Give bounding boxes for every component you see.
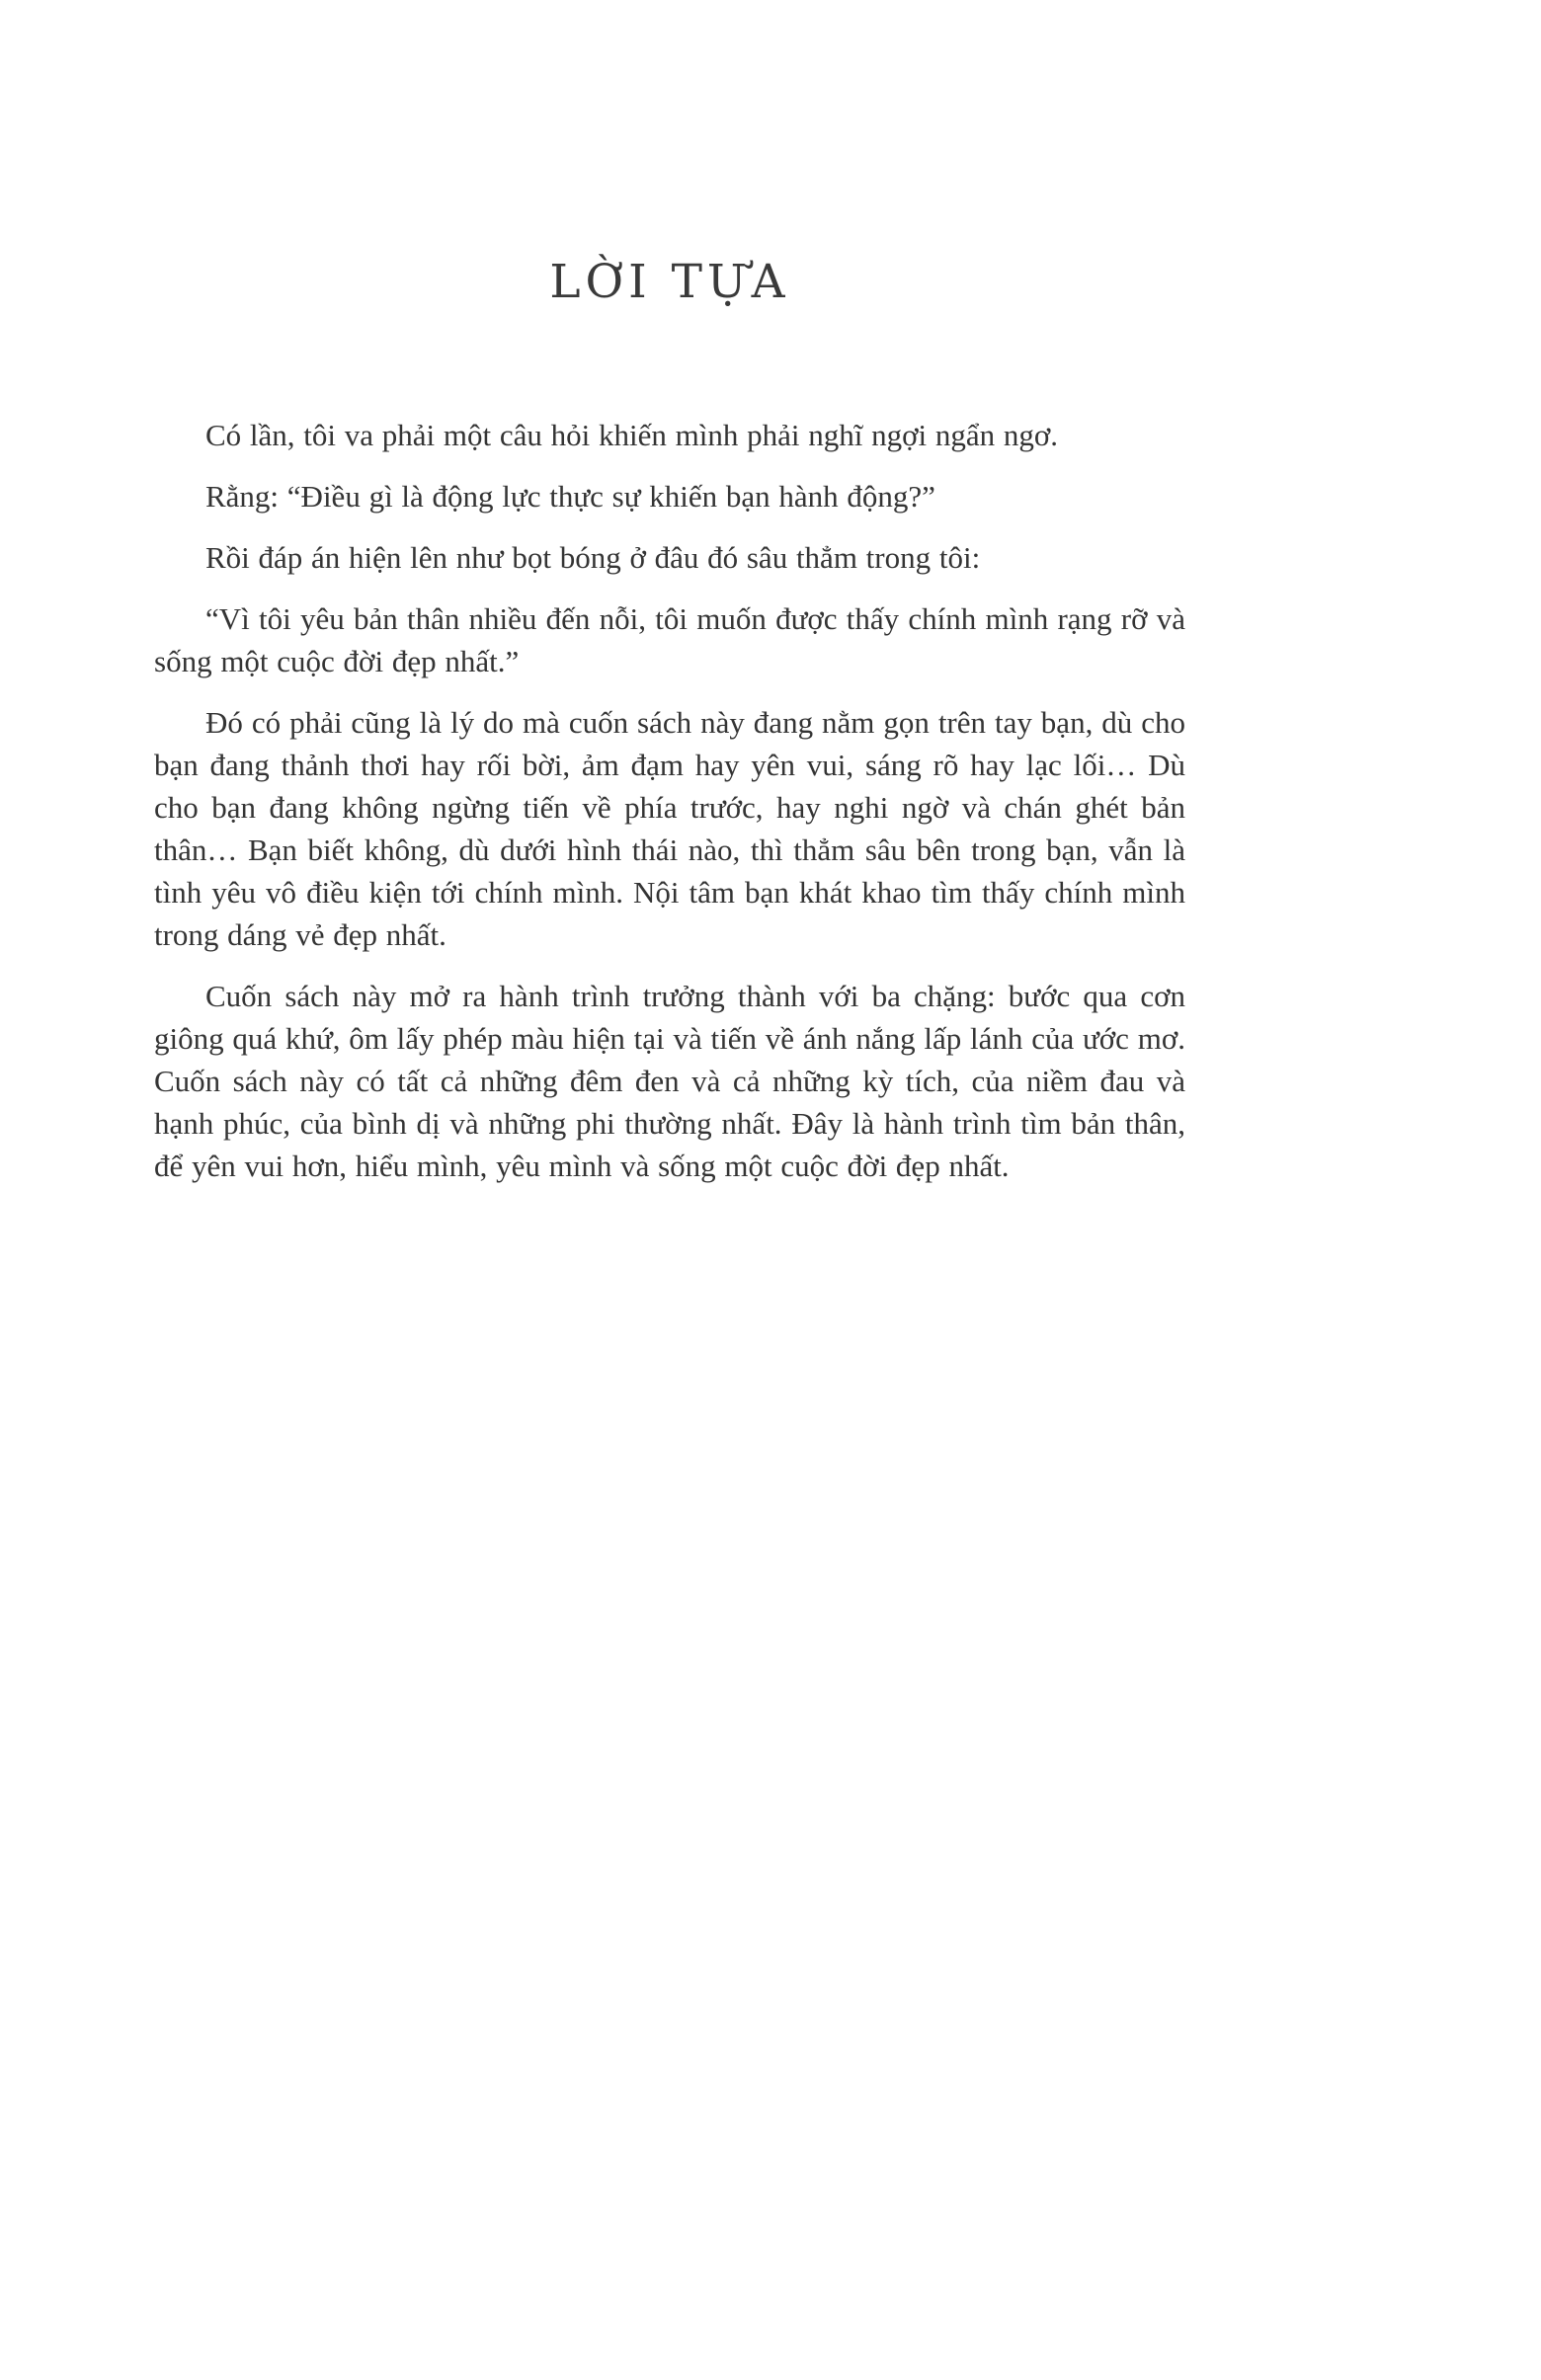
page-title: LỜI TỰA [549,255,790,309]
paragraph-1: Có lần, tôi va phải một câu hỏi khiến mình phải nghĩ ngợi ngẩn ngơ. [205,418,1059,452]
paragraph-4: “Vì tôi yêu bản thân nhiều đến nỗi, tôi muốn được thấy chính mình rạng rỡ và sống một cuộc đời đẹp nhất.” [154,601,1185,678]
paragraph-2: Rằng: “Điều gì là động lực thực sự khiến bạn hành động?” [205,479,935,514]
body-text [154,414,1185,1187]
paragraph-5: Đó có phải cũng là lý do mà cuốn sách này đang nằm gọn trên tay bạn, dù cho bạn đang thảnh thơi hay rối bời, ảm đạm hay yên vui, sáng rõ hay lạc lối… Dù cho bạn đang không ngừng tiến về phía trước, hay nghi ngờ và chán ghét bản thân… Bạn biết không, dù dưới hình thái nào, thì thẳm sâu bên trong bạn, vẫn là tình yêu vô điều kiện tới chính mình. Nội tâm bạn khát khao tìm thấy chính mình trong dáng vẻ đẹp nhất. [154,705,1185,952]
paragraph-6: Cuốn sách này mở ra hành trình trưởng thành với ba chặng: bước qua cơn giông quá khứ, ôm lấy phép màu hiện tại và tiến về ánh nắng lấp lánh của ước mơ. Cuốn sách này có tất cả những đêm đen và cả những kỳ tích, của niềm đau và hạnh phúc, của bình dị và những phi thường nhất. Đây là hành trình tìm bản thân, để yên vui hơn, hiểu mình, yêu mình và sống một cuộc đời đẹp nhất. [154,979,1185,1183]
paragraph-3: Rồi đáp án hiện lên như bọt bóng ở đâu đó sâu thẳm trong tôi: [205,540,981,575]
